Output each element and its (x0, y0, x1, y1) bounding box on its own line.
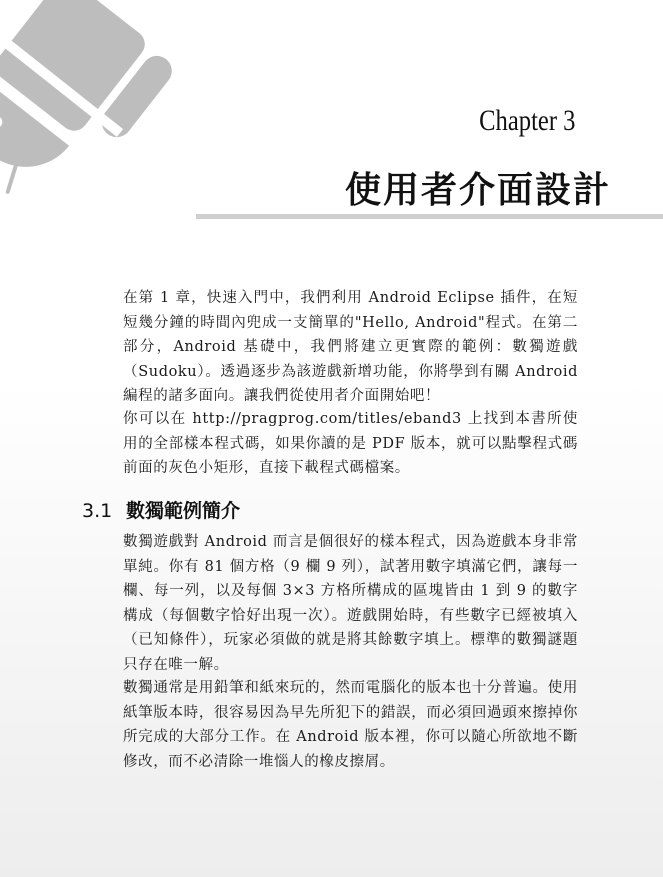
section-heading (82, 496, 240, 523)
section-paragraph-1: 數獨遊戲對 Android 而言是個很好的樣本程式，因為遊戲本身非常單純。你有 81 個方格（9 欄 9 列），試著用數字填滿它們，讓每一欄、每一列，以及每個 3×3 方格所構成的區塊皆由 1 到 9 的數字構成（每個數字恰好出現一次）。遊戲開始時，有些數字已經被填入（已知條件），玩家必須做的就是將其餘數字填上。標準的數獨謎題只存在唯一解。 (123, 534, 578, 673)
section-title: 數獨範例簡介 (126, 500, 241, 522)
section-paragraph-2: 數獨通常是用鉛筆和紙來玩的，然而電腦化的版本也十分普遍。使用紙筆版本時，很容易因為早先所犯下的錯誤，而必須回過頭來擦掉你所完成的大部分工作。在 Android 版本裡，你可以隨心所欲地不斷修改，而不必清除一堆惱人的橡皮擦屑。 (123, 680, 578, 770)
section-number: 3.1 (82, 500, 113, 522)
chapter-label: Chapter 3 (478, 104, 575, 137)
intro-paragraph-2: 你可以在 http://pragprog.com/titles/eband3 上找到本書所使用的全部樣本程式碼，如果你讀的是 PDF 版本，就可以點擊程式碼前面的灰色小矩形，直接下載程式碼檔案。 (123, 411, 578, 477)
intro-paragraph-1: 在第 1 章，快速入門中，我們利用 Android Eclipse 插件，在短短幾分鐘的時間內兜成一支簡單的"Hello, Android"程式。在第二部分，Android 基礎中，我們將建立更實際的範例：數獨遊戲（Sudoku）。透過逐步為該遊戲新增功能，你將學到有關 Android 編程的諸多面向。讓我們從使用者介面開始吧！ (123, 290, 578, 405)
chapter-title: 使用者介面設計 (344, 170, 611, 211)
title-rule (196, 214, 663, 219)
android-robot-decoration (0, 0, 200, 220)
